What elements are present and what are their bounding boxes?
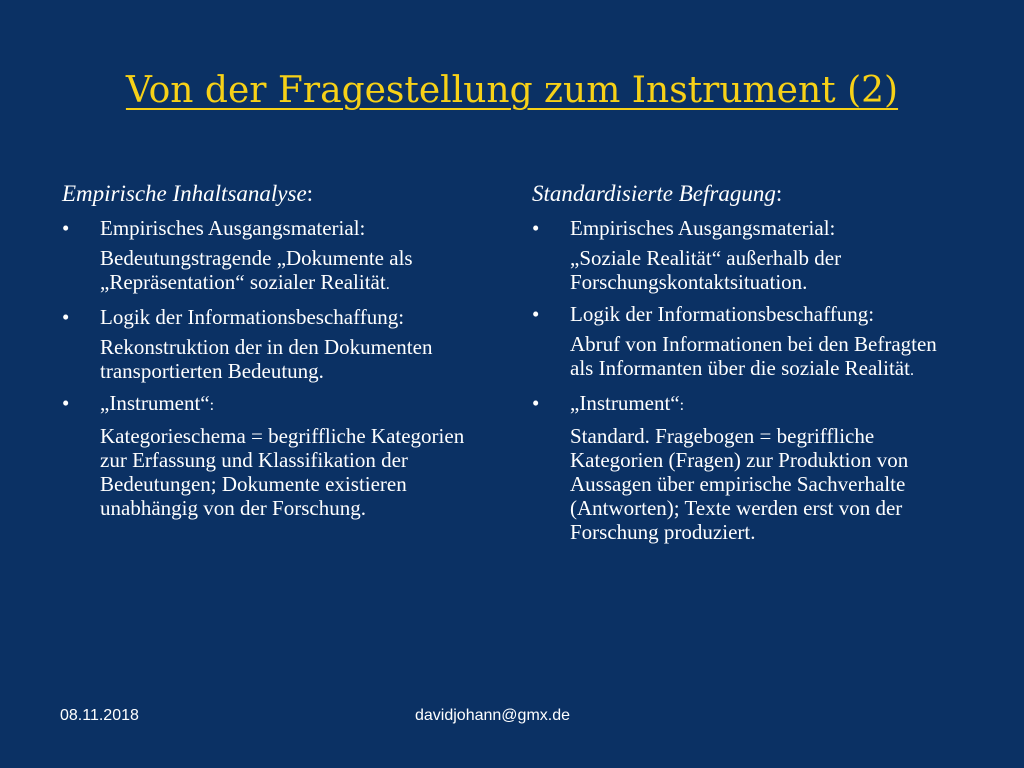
left-item-2 — [62, 305, 492, 329]
footer-email: davidjohann@gmx.de — [415, 707, 571, 724]
bullet-icon: • — [62, 305, 70, 329]
right-item-2-detail-end: . — [909, 362, 914, 379]
right-item-3-label-end: : — [679, 397, 685, 414]
right-item-3-detail — [532, 424, 952, 544]
bullet-icon: • — [532, 216, 540, 240]
bullet-icon: • — [532, 302, 540, 326]
slide-title: Von der Fragestellung zum Instrument (2) — [125, 70, 899, 111]
right-item-1 — [532, 216, 952, 240]
left-item-1 — [62, 216, 492, 240]
right-item-2 — [532, 302, 952, 326]
right-item-3 — [532, 391, 952, 418]
left-heading-colon: : — [306, 181, 314, 206]
right-item-2-detail — [532, 332, 952, 383]
left-item-2-detail-text: Rekonstruktion der in den Dokumenten transportierten Bedeutung. — [100, 335, 433, 383]
footer-date: 08.11.2018 — [60, 707, 139, 724]
bullet-icon: • — [62, 216, 70, 240]
left-column — [62, 180, 492, 528]
left-item-1-detail-text: Bedeutungstragende „Dokumente als „Repräsentation“ sozialer Realität — [100, 246, 413, 294]
left-item-3 — [62, 391, 492, 418]
right-item-1-detail — [532, 246, 952, 294]
left-item-1-detail-end: . — [385, 276, 390, 293]
right-heading-colon: : — [775, 181, 783, 206]
right-item-2-detail-text: Abruf von Informationen bei den Befragten als Informanten über die soziale Realität — [570, 332, 937, 380]
right-column-heading — [532, 180, 952, 208]
left-item-1-detail — [62, 246, 492, 297]
left-item-3-label-end: : — [209, 397, 215, 414]
left-heading-text: Empirische Inhaltsanalyse — [62, 181, 307, 206]
bullet-icon: • — [532, 391, 540, 415]
bullet-icon: • — [62, 391, 70, 415]
left-item-2-detail — [62, 335, 492, 383]
right-item-1-label: Empirisches Ausgangsmaterial: — [570, 216, 836, 240]
right-item-1-detail-text: „Soziale Realität“ außerhalb der Forschungskontaktsituation. — [570, 246, 842, 294]
left-item-3-label: „Instrument“ — [100, 391, 210, 415]
right-item-2-label: Logik der Informationsbeschaffung: — [570, 302, 875, 326]
right-column — [532, 180, 952, 552]
left-item-3-detail-text: Kategorieschema = begriffliche Kategorien zur Erfassung und Klassifikation der Bedeutungen; Dokumente existieren unabhängig von der Forschung. — [100, 424, 465, 520]
left-column-heading — [62, 180, 492, 208]
left-item-1-label: Empirisches Ausgangsmaterial: — [100, 216, 366, 240]
right-item-3-label: „Instrument“ — [570, 391, 680, 415]
left-item-3-detail — [62, 424, 492, 520]
left-item-2-label: Logik der Informationsbeschaffung: — [100, 305, 405, 329]
right-item-3-detail-text: Standard. Fragebogen = begriffliche Kategorien (Fragen) zur Produktion von Aussagen über empirische Sachverhalte (Antworten); Texte werden erst von der Forschung produziert. — [570, 424, 909, 544]
right-heading-text: Standardisierte Befragung — [532, 181, 776, 206]
